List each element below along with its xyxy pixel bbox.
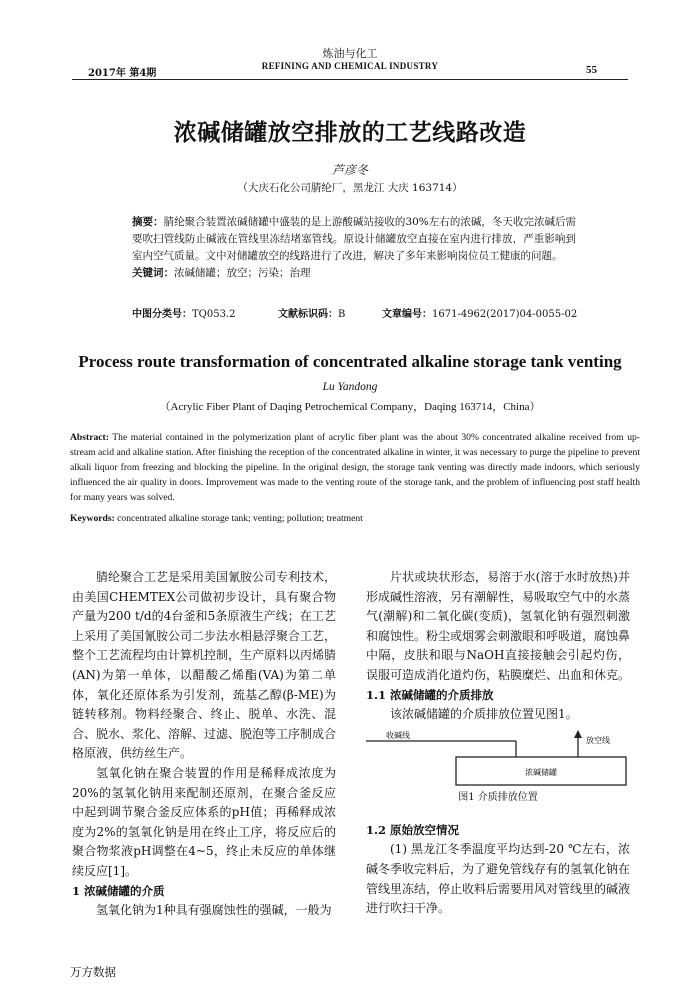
figure-1 <box>366 729 630 819</box>
doc-code-label: 文献标识码： <box>278 309 338 320</box>
figure-1-diagram <box>366 729 630 791</box>
clc-label: 中图分类号： <box>132 309 192 320</box>
paragraph: (1) 黑龙江冬季温度平均达到-20 ℃左右，浓碱冬季收完料后，为了避免管线存有的氢氧化钠在管线里冻结，停止收料后需要用风对管线里的碱液进行吹扫干净。 <box>366 842 631 916</box>
affiliation-en: （Acrylic Fiber Plant of Daqing Petrochemical Company，Daqing 163714，China） <box>159 401 541 413</box>
abstract-en <box>70 430 640 505</box>
title-cn: 浓碱储罐放空排放的工艺线路改造 <box>173 119 527 146</box>
issue-label: 2017年 第4期 <box>88 68 157 79</box>
keywords-cn-label: 关键词： <box>132 267 174 279</box>
header-rule <box>72 79 628 80</box>
journal-name-en: REFINING AND CHEMICAL INDUSTRY <box>261 61 439 71</box>
doc-code-value: B <box>338 309 346 320</box>
paragraph: 该浓碱储罐的介质排放位置见图1。 <box>390 707 578 722</box>
keywords-en <box>70 512 640 525</box>
affiliation-cn: （大庆石化公司腈纶厂，黑龙江 大庆 163714） <box>237 182 463 194</box>
keywords-en-text: concentrated alkaline storage tank; venting; pollution; treatment <box>117 513 363 524</box>
keywords-en-label: Keywords: <box>70 513 115 524</box>
author-en: Lu Yandong <box>322 381 378 393</box>
body-right-column <box>366 568 630 919</box>
page-number: 55 <box>586 64 597 76</box>
abstract-cn-text: 腈纶聚合装置浓碱储罐中盛装的是上游酸碱站接收的30%左右的浓碱，冬天收完浓碱后需要吹扫管线防止碱液在管线里冻结堵塞管线。原设计储罐放空直接在室内进行排放，严重影响到室内空气质量。文中对储罐放空的线路进行了改进，解决了多年来影响岗位员工健康的问题。 <box>132 216 577 262</box>
abstract-cn <box>132 214 576 282</box>
vent-label: 放空线 <box>586 735 610 745</box>
article-no-label: 文章编号： <box>382 309 432 320</box>
tank-label: 浓碱储罐 <box>525 767 557 777</box>
keywords-cn-text: 浓碱储罐；放空；污染；治理 <box>174 267 311 279</box>
abstract-cn-label: 摘要： <box>132 216 164 228</box>
footer-watermark: 万方数据 <box>70 965 116 979</box>
figure-caption: 图1 介质排放位置 <box>458 791 538 803</box>
article-no-value: 1671-4962(2017)04-0055-02 <box>432 309 578 320</box>
inlet-label: 收碱线 <box>386 730 410 740</box>
section-heading: 1 浓碱储罐的介质 <box>72 883 165 898</box>
title-en: Process route transformation of concentrated alkaline storage tank venting <box>78 352 622 371</box>
paragraph: 腈纶聚合工艺是采用美国氰胺公司专利技术，由美国CHEMTEX公司做初步设计，具有聚合物产量为200 t/d的4台釜和5条原液生产线；在工艺上采用了美国氰胺公司二步法水相悬浮聚合工艺，整个工艺流程均由计算机控制，生产原料以丙烯腈(AN)为第一单体，以醋酸乙烯酯(VA)为第二单体，氧化还原体系为引发剂，巯基乙醇(β-ME)为链转移剂。物料经聚合、终止、脱单、水洗、混合、脱水、浆化、溶解、过滤、脱泡等工序制成合格原液，供纺丝生产。 <box>72 570 337 761</box>
paragraph: 氢氧化钠为1种具有强腐蚀性的强碱，一般为 <box>96 903 332 918</box>
abstract-en-label: Abstract: <box>70 432 109 443</box>
vent-arrow-icon <box>574 730 582 738</box>
journal-name-cn: 炼油与化工 <box>322 47 378 60</box>
section-heading: 1.1 浓碱储罐的介质排放 <box>366 687 494 702</box>
author-cn: 芦彦冬 <box>331 163 368 177</box>
paragraph: 氢氧化钠在聚合装置的作用是稀释成浓度为20%的氢氧化钠用来配制还原剂，在聚合釜反应中起到调节聚合釜反应体系的pH值；再稀释成浓度为2%的氢氧化钠是用在终止工序，将反应后的聚合物浆液pH调整在4~5，终止未反应的单体继续反应[1]。 <box>72 765 336 878</box>
body-left-column <box>72 568 336 921</box>
clc-value: TQ053.2 <box>192 309 236 320</box>
paragraph: 片状或块状形态，易溶于水(溶于水时放热)并形成碱性溶液，另有潮解性，易吸取空气中的水蒸气(潮解)和二氧化碳(变质)，氢氧化钠有强烈刺激和腐蚀性。粉尘或烟雾会刺激眼和呼吸道，腐蚀鼻中隔，皮肤和眼与NaOH直接接触会引起灼伤，误服可造成消化道灼伤，粘膜糜烂、出血和休克。 <box>366 570 631 682</box>
abstract-en-text: The material contained in the polymerization plant of acrylic fiber plant was the about 30% concentrated alkaline received from up-stream acid and alkaline station. After finishing the reception of the concentrated alkaline in winter, it was necessary to purge the pipeline to prevent alkali liquor from freezing and blocking the pipeline. In the original design, the storage tank venting was directly made indoors, which seriously influenced the air quality in doors. Improvement was made to the venting route of the storage tank, and the problem of influencing post staff health for many years was solved. <box>70 432 640 503</box>
section-heading: 1.2 原始放空情况 <box>366 822 460 837</box>
